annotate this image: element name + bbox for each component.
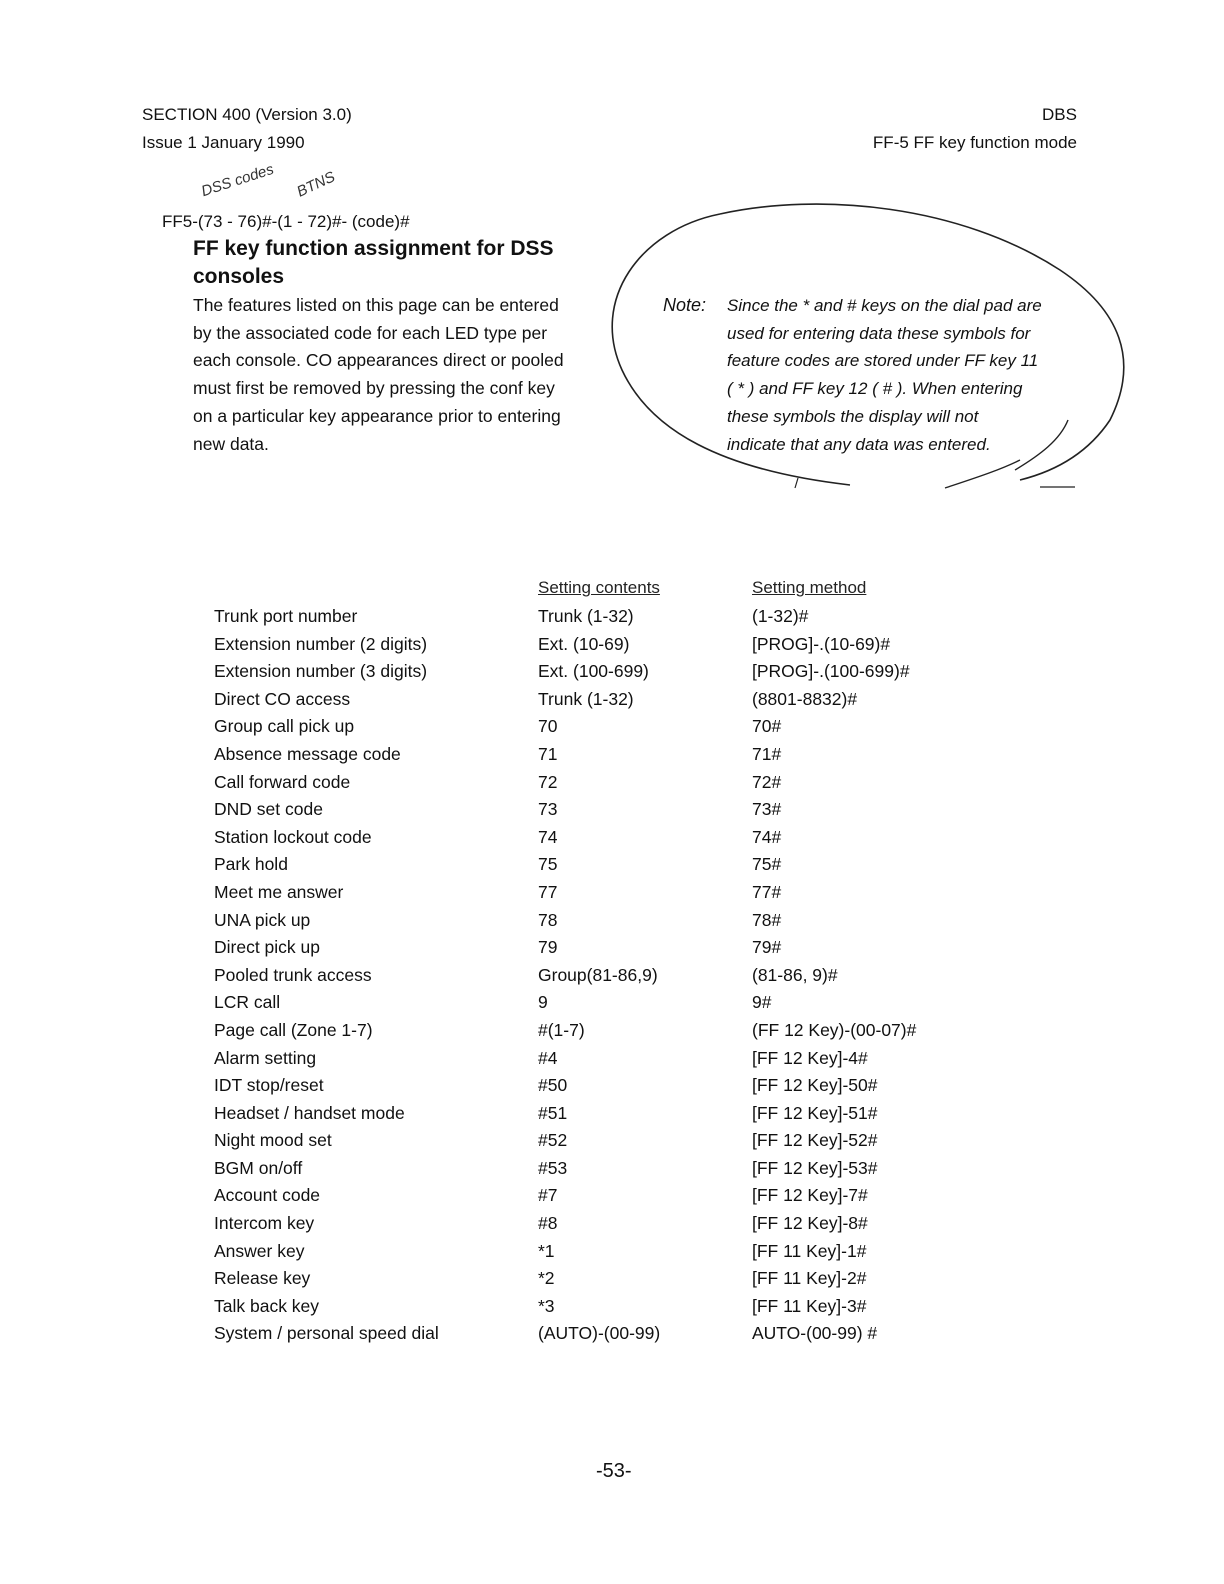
setting-contents-cell: 78 [538, 909, 558, 930]
feature-name-cell: Intercom key [214, 1213, 315, 1234]
setting-method-cell: 73# [752, 799, 782, 820]
setting-contents-cell: 79 [538, 937, 558, 958]
setting-method-cell: 9# [752, 992, 772, 1013]
feature-name-cell: Release key [214, 1268, 311, 1289]
setting-contents-cell: 73 [538, 799, 558, 820]
table-row [0, 714, 1224, 742]
setting-method-cell: [FF 12 Key]-8# [752, 1213, 868, 1234]
section-label: SECTION 400 (Version 3.0) [142, 105, 352, 124]
setting-contents-cell: 74 [538, 826, 558, 847]
note-line: Since the * and # keys on the dial pad are [727, 296, 1042, 315]
feature-name-cell: Extension number (3 digits) [214, 661, 428, 682]
table-row [0, 852, 1224, 880]
setting-method-cell: AUTO-(00-99) # [752, 1323, 878, 1344]
feature-name-cell: Headset / handset mode [214, 1102, 405, 1123]
feature-name-cell: LCR call [214, 992, 281, 1013]
page-title-line-1: FF key function assignment for DSS [193, 237, 554, 260]
feature-name-cell: Extension number (2 digits) [214, 633, 428, 654]
setting-method-cell: 74# [752, 826, 782, 847]
table-row [0, 742, 1224, 770]
table-row [0, 1211, 1224, 1239]
table-row [0, 1101, 1224, 1129]
table-row [0, 825, 1224, 853]
setting-method-cell: 72# [752, 771, 782, 792]
handwritten-note-dss-codes: DSS codes [199, 160, 276, 201]
table-row [0, 880, 1224, 908]
intro-line: by the associated code for each LED type per [193, 322, 548, 343]
note-label: Note: [663, 295, 707, 315]
table-row [0, 990, 1224, 1018]
setting-contents-cell: 71 [538, 743, 558, 764]
table-row [0, 1321, 1224, 1349]
setting-contents-cell: 75 [538, 854, 558, 875]
intro-line: The features listed on this page can be entered [193, 295, 559, 315]
setting-contents-cell: #7 [538, 1185, 558, 1206]
feature-name-cell: DND set code [214, 799, 323, 820]
table-row [0, 1018, 1224, 1046]
setting-contents-cell: *3 [538, 1295, 555, 1316]
feature-name-cell: UNA pick up [214, 909, 311, 930]
table-row [0, 1073, 1224, 1101]
setting-contents-cell: #4 [538, 1047, 558, 1068]
setting-method-cell: [FF 11 Key]-1# [752, 1240, 867, 1261]
table-row [0, 632, 1224, 660]
feature-name-cell: Pooled trunk access [214, 964, 372, 985]
setting-contents-cell: #52 [538, 1130, 568, 1151]
handwritten-note-btns: BTNS [294, 168, 338, 201]
setting-method-cell: [FF 11 Key]-3# [752, 1295, 867, 1316]
setting-contents-cell: Group(81-86,9) [538, 964, 658, 985]
setting-method-cell: (1-32)# [752, 606, 809, 626]
table-row [0, 659, 1224, 687]
feature-name-cell: System / personal speed dial [214, 1323, 439, 1344]
setting-method-cell: 75# [752, 854, 782, 875]
setting-method-cell: (81-86, 9)# [752, 964, 838, 985]
command-syntax: FF5-(73 - 76)#-(1 - 72)#- (code)# [162, 212, 410, 231]
feature-name-cell: Talk back key [214, 1295, 320, 1316]
note-line: ( * ) and FF key 12 ( # ). When entering [727, 379, 1023, 399]
table-row [0, 963, 1224, 991]
setting-contents-cell: Trunk (1-32) [538, 606, 634, 626]
feature-name-cell: Park hold [214, 854, 288, 875]
page-title-line-2: consoles [193, 265, 285, 288]
intro-line: must first be removed by pressing the conf key [193, 378, 555, 399]
setting-method-cell: (FF 12 Key)-(00-07)# [752, 1019, 917, 1040]
table-row [0, 935, 1224, 963]
setting-method-cell: 78# [752, 909, 782, 930]
table-row [0, 1266, 1224, 1294]
column-header-setting-contents: Setting contents [538, 578, 660, 597]
table-row [0, 1128, 1224, 1156]
setting-method-cell: [PROG]-.(10-69)# [752, 633, 891, 654]
intro-line: new data. [193, 433, 269, 454]
setting-contents-cell: 77 [538, 881, 558, 902]
table-row [0, 687, 1224, 715]
setting-method-cell: [FF 12 Key]-7# [752, 1185, 868, 1206]
setting-contents-cell: *1 [538, 1240, 555, 1261]
feature-name-cell: Meet me answer [214, 881, 344, 902]
table-row [0, 1183, 1224, 1211]
setting-method-cell: [FF 12 Key]-4# [752, 1047, 868, 1068]
intro-line: each console. CO appearances direct or pooled [193, 350, 564, 371]
page-number: -53- [596, 1460, 632, 1482]
setting-method-cell: [FF 12 Key]-50# [752, 1075, 878, 1096]
feature-name-cell: Answer key [214, 1240, 305, 1261]
setting-contents-cell: #50 [538, 1075, 568, 1096]
feature-name-cell: Absence message code [214, 743, 401, 764]
feature-name-cell: BGM on/off [214, 1157, 303, 1178]
setting-contents-cell: #51 [538, 1102, 568, 1123]
feature-name-cell: Night mood set [214, 1130, 332, 1151]
setting-contents-cell: Ext. (100-699) [538, 661, 649, 682]
table-row [0, 770, 1224, 798]
setting-contents-cell: Ext. (10-69) [538, 633, 630, 654]
feature-table [0, 604, 1224, 1349]
feature-name-cell: Group call pick up [214, 716, 355, 737]
note-line: used for entering data these symbols for [727, 323, 1031, 343]
table-row [0, 1294, 1224, 1322]
feature-name-cell: Station lockout code [214, 826, 372, 847]
setting-method-cell: [FF 12 Key]-51# [752, 1102, 878, 1123]
feature-name-cell: IDT stop/reset [214, 1075, 324, 1096]
setting-method-cell: (8801-8832)# [752, 688, 858, 709]
table-row [0, 908, 1224, 936]
setting-contents-cell: (AUTO)-(00-99) [538, 1323, 661, 1344]
feature-name-cell: Trunk port number [214, 606, 358, 626]
setting-contents-cell: *2 [538, 1268, 555, 1289]
note-line: feature codes are stored under FF key 11 [727, 351, 1039, 371]
feature-name-cell: Account code [214, 1185, 321, 1206]
table-row [0, 1156, 1224, 1184]
table-row [0, 1046, 1224, 1074]
feature-name-cell: Call forward code [214, 771, 351, 792]
intro-line: on a particular key appearance prior to entering [193, 405, 561, 426]
feature-name-cell: Alarm setting [214, 1047, 317, 1068]
feature-name-cell: Direct CO access [214, 688, 351, 709]
setting-contents-cell: 9 [538, 992, 548, 1013]
table-row [0, 1239, 1224, 1267]
setting-method-cell: [PROG]-.(100-699)# [752, 661, 910, 682]
subsection-label: FF-5 FF key function mode [872, 133, 1077, 152]
setting-method-cell: 79# [752, 937, 782, 958]
note-line: indicate that any data was entered. [727, 434, 991, 454]
setting-method-cell: [FF 12 Key]-53# [752, 1157, 878, 1178]
product-label: DBS [1042, 105, 1077, 124]
note-text [727, 292, 1042, 458]
setting-method-cell: 71# [752, 743, 782, 764]
setting-method-cell: [FF 12 Key]-52# [752, 1130, 878, 1151]
note-line: these symbols the display will not [727, 406, 979, 426]
setting-contents-cell: Trunk (1-32) [538, 688, 634, 709]
setting-contents-cell: 70 [538, 716, 558, 737]
feature-name-cell: Direct pick up [214, 937, 321, 958]
table-row [0, 604, 1224, 632]
feature-name-cell: Page call (Zone 1-7) [214, 1019, 373, 1040]
setting-contents-cell: #8 [538, 1213, 558, 1234]
setting-method-cell: 77# [752, 881, 782, 902]
setting-contents-cell: #(1-7) [538, 1019, 585, 1040]
table-row [0, 797, 1224, 825]
issue-date: Issue 1 January 1990 [142, 133, 305, 152]
setting-contents-cell: 72 [538, 771, 558, 792]
column-header-setting-method: Setting method [752, 578, 867, 597]
setting-method-cell: 70# [752, 716, 782, 737]
setting-contents-cell: #53 [538, 1157, 568, 1178]
setting-method-cell: [FF 11 Key]-2# [752, 1268, 867, 1289]
